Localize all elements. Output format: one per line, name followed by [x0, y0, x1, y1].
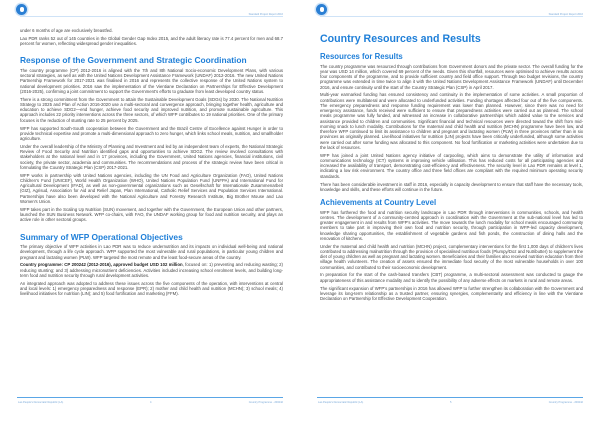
page-title: Country Resources and Results — [320, 33, 481, 45]
wfp-logo-icon — [16, 4, 27, 15]
paragraph: There is a strong commitment from the Government to attain the Sustainable Development Goals (SDGs) by 2030. The National Nutrition Strategy to 2025 and Plan of Action 2016-2020 use a multi-sectoral and convergence approach, bringing together health, agriculture and education to achieve SDG2—end hunger, achieve food security and improved nutrition, and promote sustainable agriculture. This approach includes 22 priority interventions across the three sectors, of which WFP contributes to 19 national priorities. One of the primary focuses is the reduction of stunting rate to 25 percent by 2025. — [20, 96, 283, 123]
header-divider — [20, 16, 283, 17]
header-report-title: Standard Project Report 2016 — [548, 12, 583, 16]
bold-lead: Country programme: CP 200242 (2012-2016), approved budget USD 102 million — [20, 262, 183, 268]
footer-project: Country Programme - 200242 — [548, 400, 583, 404]
paragraph: under 6 months of age are exclusively breastfed. — [20, 28, 113, 33]
right-page-content — [320, 28, 583, 304]
paragraph: WFP has furthered the food and nutrition security landscape in Lao PDR through interventions in communities, schools, and health centres. The development of a community-centred approach in coordination with the Government at the sub-national level has led to greater engagement in and results from WFP's activities. The move towards the lunch modality for school meals encouraged community members to take part in improving their own food and nutrition security, through participation in WFP-led capacity development, knowledge sharing opportunities, the establishment of vegetable gardens and fish ponds, the construction of dining halls and the renovation of kitchens. — [320, 209, 583, 241]
paragraph: WFP takes part in the Scaling Up Nutrition (SUN) movement, and together with the Government, the European Union and other partners, launched the SUN Business Network. WFP co-chairs, with FAO, the UNDAF working group for food and nutrition security, and plays an active role in other sectoral groups. — [20, 206, 283, 223]
paragraph: In preparation for the start of the cash-based transfers (CBT) programme, a multi-sectoral assessment was conducted to gauge the appropriateness of this assistance modality and to identify the possibility of any adverse effects on markets in rural and remote areas. — [320, 272, 583, 283]
header-divider — [320, 16, 583, 17]
wfp-logo-icon — [316, 4, 327, 15]
paragraph: The significant expansion of WFP's partnerships in 2016 has allowed WFP to further strengthen its collaboration with the Government and leverage its long-term relationship as a trusted partner, ensuring synergies, complementarity and efficiency in line with the Vientiane Declaration on Partnership for Effective Development Cooperation. — [320, 285, 583, 302]
paragraph: There has been considerable investment in staff in 2016, especially in capacity development to ensure that staff have the necessary tools, knowledge and skills, and these efforts will continue in the future. — [320, 181, 583, 192]
paragraph: The primary objective of WFP activities in Lao PDR was to reduce undernutrition and its impacts on individual well-being and national development, through a life cycle approach. WFP supported the most vulnerable and rural populations, in particular young children and pregnant and lactating women (PLW). WFP targeted the most remote and the least food-secure areas of the country. — [20, 244, 283, 260]
paragraph: WFP works in partnership with United Nations agencies, including the UN Food and Agriculture Organization (FAO), United Nations Children's Fund (UNICEF), World Health Organization (WHO), United Nations Population Fund (UNFPA) and International Fund for Agricultural Development (IFAD), as well as non-governmental organizations such as Gesellschaft für Internationale Zusammenarbeit (GIZ), Agrisud, Association for Aid and Relief Japan, Plan International, Catholic Relief Services and Population Services International. Partnerships have also been developed with the National Agriculture and Forestry Research Institute, Big Brother Mouse and Lao Women's Union. — [20, 172, 283, 204]
section-heading: Response of the Government and Strategic Coordination — [20, 55, 247, 66]
footer-project: Country Programme - 200242 — [248, 400, 283, 404]
paragraph: The country programme was resourced through contributions from Government donors and the private sector. The overall funding for the year was USD 14 million, which covered 69 percent of the needs. Given this shortfall, resources were optimised to achieve results across four components of the programme, and to provide sufficient country and field office support. Through two budget revisions, the country programme was extended in time twice to align it with the United Nations Development Assistance Framework (UNDAF) until December 2016, and ensure continuity until the start of the Country Strategic Plan (CSP) in April 2017. — [320, 63, 583, 90]
page-number: 4 — [150, 400, 152, 404]
paragraph: Under the maternal and child health and nutrition (MCHN) project, complementary interventions for the first 1,000 days of children's lives contributed to addressing malnutrition through the provision of specialised nutritious foods (Plumpy/Doz and Nutributter) to supplement the diet of young children as well as pregnant and lactating women. Beneficiaries and their families also received nutrition education from their village health volunteers. The creation of assets ensured the immediate food security of the most vulnerable households in over 100 communities, and contributed to their socioeconomic development. — [320, 243, 583, 270]
footer-country: Lao People's Democratic Republic (LA) — [18, 400, 64, 404]
paragraph: WFP has joined a joint United Nations agency initiative of carpooling, which aims to demonstrate the utility of information and communications technology (ICT) systems in improving vehicle utilisation. This has reduced costs for all participating agencies and increased the availability of transport, demonstrating cost-efficiency and effectiveness. The security level in Lao PDR remains at level 1, indicating a low risk environment. The country office and three field offices are compliant with the required minimum operating security standards. — [320, 152, 583, 179]
left-page-content — [20, 28, 283, 299]
section-heading: Resources for Results — [320, 52, 403, 61]
page-number: 5 — [450, 400, 452, 404]
paragraph: The country programme (CP) 2012-2016 is aligned with the 7th and 8th National Socio-economic Development Plans, with various sectoral strategies, as well as with the United Nations Development Assistance Framework (UNDAF) 2012-2016. The new United Nations Partnership Framework for 2017-2021 was finalised in 2016 and represents the collective response of the United Nations system to national development priorities. 2016 saw the implementation of the Vientiane Declaration on Partnerships for Effective Development (2016-2025), confirming a joint commitment to support the Government's efforts to graduate from least developed country status. — [20, 67, 283, 94]
paragraph — [20, 262, 283, 278]
paragraph-text: , focused on: 1) preventing and reducing wasting; 2) reducing stunting; and 3) addressing micronutrient deficiencies. Activities included increasing school enrolment levels, and building long-term food and nutrition security through rural development activities. — [20, 262, 283, 278]
section-heading: Summary of WFP Operational Objectives — [20, 231, 183, 242]
page-right — [300, 0, 600, 424]
section-heading: Achievements at Country Level — [320, 198, 437, 208]
footer-divider — [17, 397, 283, 398]
footer-divider — [317, 397, 583, 398]
paragraph: Multi-year earmarked funding has ensured consistency and continuity in the implementation of some activities. A small proportion of contributions were multilateral and were allocated to underfunded activities. Funding shortages affected four out of the five components. The emergency preparedness and response funding requirement was lower than planned. However, since there was no need for emergency assistance, funds received were sufficient to ensure that preparedness activities were carried out as planned. The school meals programme was fully funded, and witnessed an increase in collaborative partnerships which added value to the services and assistance provided to children and communities. Significant financial and technical resources were directed toward the shift from mid-morning snack to lunch modality. Contributions for the maternal and child health and nutrition (MCHN) programme have been low, and therefore WFP continued to limit its assistance to children and pregnant and lactating women (PLW) in three provinces rather than in six provinces as originally planned. Livelihood initiatives for nutrition (LIN) projects have been critically underfunded, although some activities were carried out after some funding was allocated to this component. No food fortification or marketing activities were undertaken due to the lack of resources. — [320, 92, 583, 150]
paragraph: An integrated approach was adopted to address these issues across the five components of the operation, with interventions at central and local levels: 1) emergency preparedness and response (EPR); 2) mother and child health and nutrition (MCHN); 3) school meals; 4) livelihood initiatives for nutrition (LIN); and 5) food fortification and marketing (FFM). — [20, 280, 283, 297]
paragraph: Lao PDR ranks 52 out of 145 countries in the Global Gender Gap Index 2015, and the adult literacy rate is 77.4 percent for men and 68.7 percent for women, reflecting widespread gender inequalities. — [20, 35, 283, 47]
paragraph: Under the overall leadership of the Ministry of Planning and Investment and led by an independent team of experts, the National Strategic Review of Food Security and Nutrition identified gaps and opportunities to achieve SDG2. The review involved consultations with stakeholders at the national level and in 17 provinces, including the Government, United Nations agencies, financial institutions, civil society, the private sector, academia and communities. The recommendations and process of the strategic review have been critical in formulating the Country Strategic Plan (CSP) 2017-2021. — [20, 143, 283, 170]
footer-country: Lao People's Democratic Republic (LA) — [318, 400, 364, 404]
paragraph: WFP has supported South-South cooperation between the Government and the Brazil Centre of Excellence against Hunger in order to provide technical expertise and promote a multi-dimensional approach to zero hunger, which links school meals, nutrition, and smallholder agriculture. — [20, 125, 283, 142]
header-report-title: Standard Project Report 2016 — [248, 12, 283, 16]
